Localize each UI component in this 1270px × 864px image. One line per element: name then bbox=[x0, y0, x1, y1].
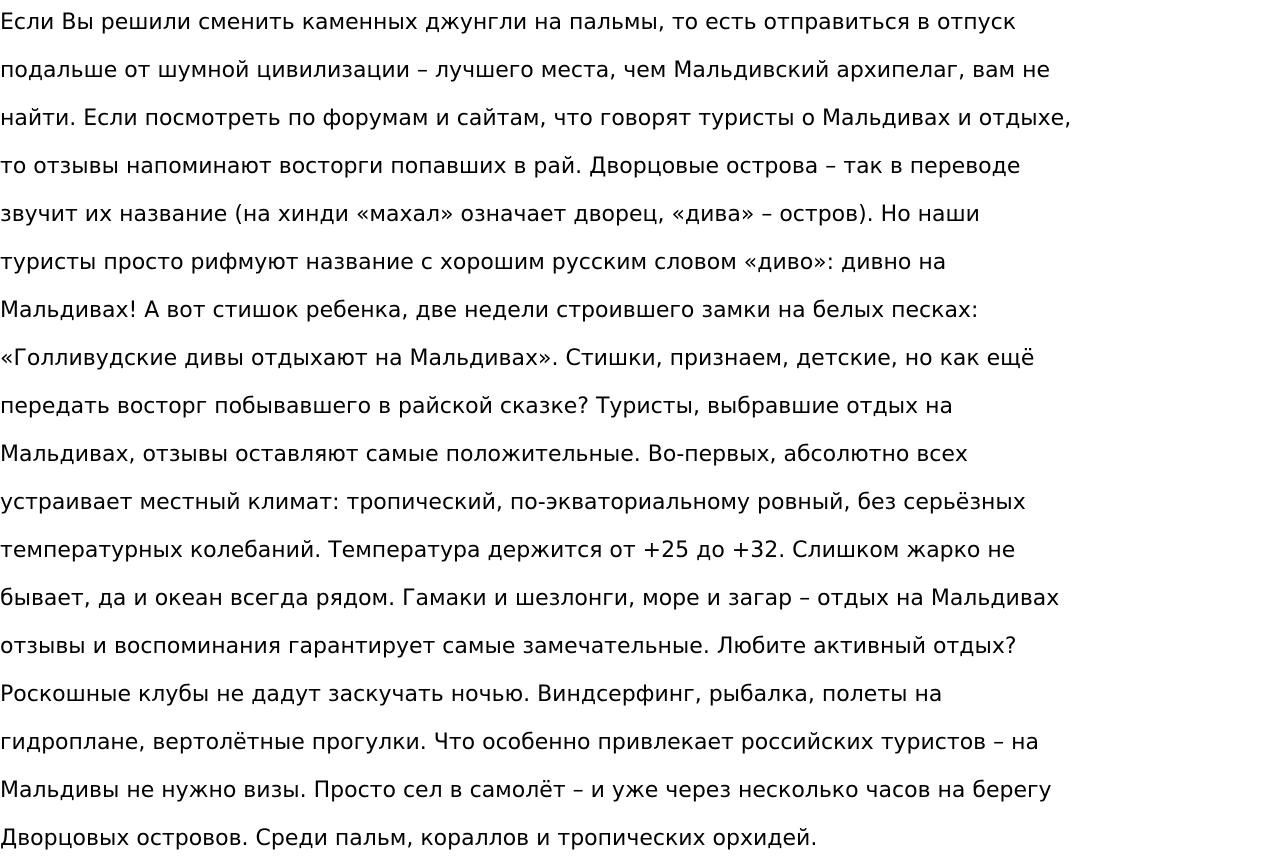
text-line: устраивает местный климат: тропический, по-экваториальному ровный, без серьёзных bbox=[0, 490, 1026, 515]
text-line: отзывы и воспоминания гарантирует самые замечательные. Любите активный отдых? bbox=[0, 634, 1017, 659]
text-line: Мальдивах, отзывы оставляют самые положительные. Во-первых, абсолютно всех bbox=[0, 442, 968, 467]
text-line: температурных колебаний. Температура держится от +25 до +32. Слишком жарко не bbox=[0, 538, 1016, 563]
text-line: туристы просто рифмуют название с хорошим русским словом «диво»: дивно на bbox=[0, 250, 947, 275]
text-line: бывает, да и океан всегда рядом. Гамаки и шезлонги, море и загар – отдых на Мальдивах bbox=[0, 586, 1060, 611]
text-line: подальше от шумной цивилизации – лучшего места, чем Мальдивский архипелаг, вам не bbox=[0, 58, 1051, 83]
text-line: найти. Если посмотреть по форумам и сайтам, что говорят туристы о Мальдивах и отдыхе, bbox=[0, 106, 1072, 131]
text-line: Дворцовых островов. Среди пальм, кораллов и тропических орхидей. bbox=[0, 826, 818, 851]
text-line: «Голливудские дивы отдыхают на Мальдивах». Стишки, признаем, детские, но как ещё bbox=[0, 346, 1035, 371]
text-line: передать восторг побывавшего в райской сказке? Туристы, выбравшие отдых на bbox=[0, 394, 953, 419]
text-line: то отзывы напоминают восторги попавших в рай. Дворцовые острова – так в переводе bbox=[0, 154, 1021, 179]
text-line: Мальдивы не нужно визы. Просто сел в самолёт – и уже через несколько часов на берегу bbox=[0, 778, 1052, 803]
text-line: Мальдивах! А вот стишок ребенка, две недели строившего замки на белых песках: bbox=[0, 298, 979, 323]
text-line: звучит их название (на хинди «махал» означает дворец, «дива» – остров). Но наши bbox=[0, 202, 980, 227]
text-line: Роскошные клубы не дадут заскучать ночью. Виндсерфинг, рыбалка, полеты на bbox=[0, 682, 943, 707]
text-line: Если Вы решили сменить каменных джунгли на пальмы, то есть отправиться в отпуск bbox=[0, 10, 1017, 35]
text-line: гидроплане, вертолётные прогулки. Что особенно привлекает российских туристов – на bbox=[0, 730, 1039, 755]
